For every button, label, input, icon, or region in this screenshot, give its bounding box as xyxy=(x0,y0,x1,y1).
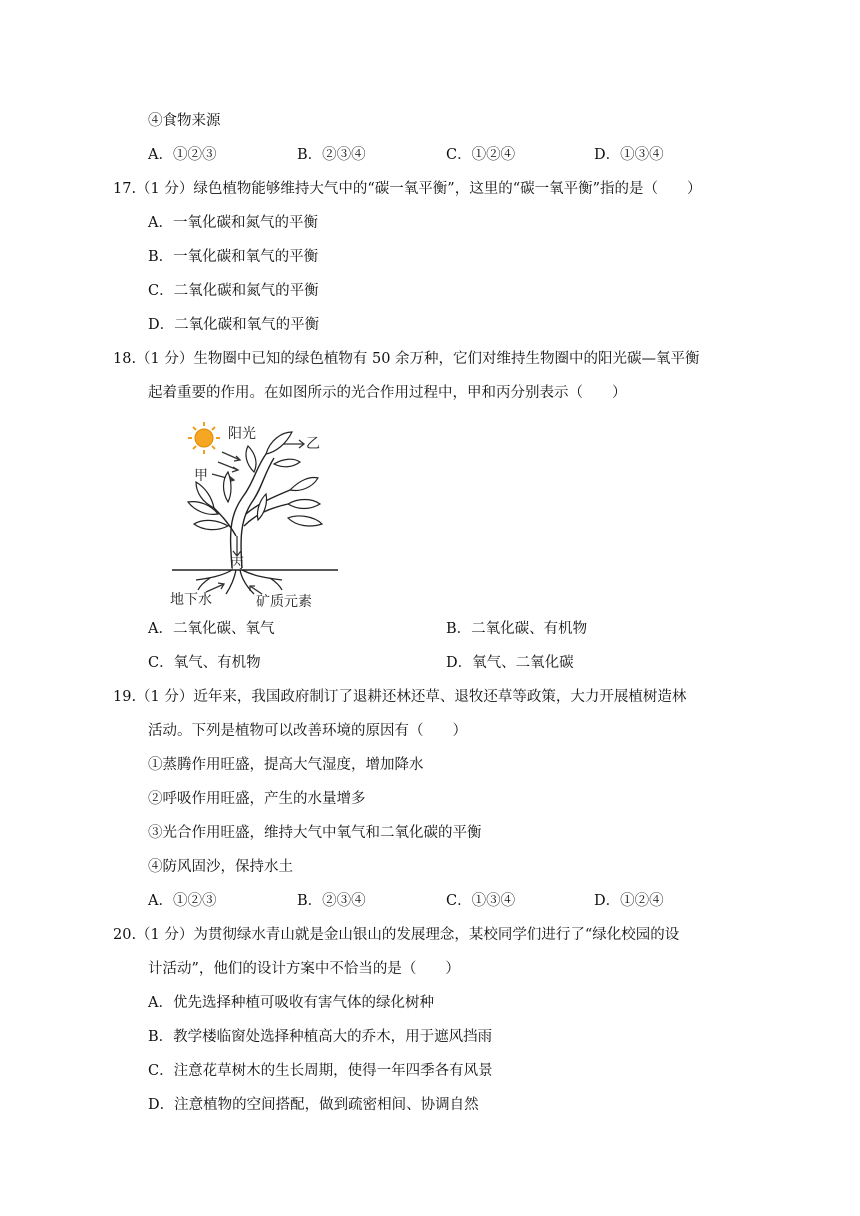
q16-option-c: C．①②④ xyxy=(446,147,516,163)
q18-option-d: D．氧气、二氧化碳 xyxy=(446,655,574,671)
q19-option-d: D．①②④ xyxy=(594,893,664,909)
q19-item-1: ①蒸腾作用旺盛，提高大气湿度，增加降水 xyxy=(148,757,424,773)
q18-stem-line2: 起着重要的作用。在如图所示的光合作用过程中，甲和丙分别表示（ ） xyxy=(148,385,627,401)
q19-option-a: A．①②③ xyxy=(148,893,217,909)
label-jia: 甲 xyxy=(194,468,208,484)
q18-option-c: C．氧气、有机物 xyxy=(148,655,261,671)
q17-option-d: D．二氧化碳和氧气的平衡 xyxy=(148,317,320,333)
plant-stem xyxy=(214,454,290,568)
q20-stem-line1: 20.（1 分）为贯彻绿水青山就是金山银山的发展理念，某校同学们进行了“绿化校园的设 xyxy=(113,927,680,943)
q18-option-b: B．二氧化碳、有机物 xyxy=(446,621,588,637)
q20-option-b: B．教学楼临窗处选择种植高大的乔木，用于遮风挡雨 xyxy=(148,1029,493,1045)
q19-item-3: ③光合作用旺盛，维持大气中氧气和二氧化碳的平衡 xyxy=(148,825,482,841)
label-yi: 乙 xyxy=(306,436,320,452)
q19-item-4: ④防风固沙，保持水土 xyxy=(148,859,293,875)
sun-icon xyxy=(188,422,220,454)
q17-option-b: B．一氧化碳和氧气的平衡 xyxy=(148,249,319,265)
q20-stem-line2: 计活动”，他们的设计方案中不恰当的是（ ） xyxy=(148,961,460,977)
q19-option-c: C．①③④ xyxy=(446,893,516,909)
minerals-label: 矿质元素 xyxy=(256,594,312,610)
q19-option-b: B．②③④ xyxy=(297,893,366,909)
q16-option-b: B．②③④ xyxy=(297,147,366,163)
sunlight-label: 阳光 xyxy=(228,426,256,442)
q17-option-c: C．二氧化碳和氮气的平衡 xyxy=(148,283,319,299)
photosynthesis-diagram xyxy=(170,418,340,610)
q16-item-4: ④食物来源 xyxy=(148,113,221,129)
q17-option-a: A．一氧化碳和氮气的平衡 xyxy=(148,215,318,231)
q18-option-a: A．二氧化碳、氧气 xyxy=(148,621,275,637)
q16-option-a: A．①②③ xyxy=(148,147,217,163)
plant-leaves xyxy=(188,432,322,530)
q20-option-d: D．注意植物的空间搭配，做到疏密相间、协调自然 xyxy=(148,1097,479,1113)
q19-item-2: ②呼吸作用旺盛，产生的水量增多 xyxy=(148,791,366,807)
q19-stem-line1: 19.（1 分）近年来，我国政府制订了退耕还林还草、退牧还草等政策，大力开展植树造林 xyxy=(113,689,687,705)
q20-option-a: A．优先选择种植可吸收有害气体的绿化树种 xyxy=(148,995,434,1011)
q16-option-d: D．①③④ xyxy=(594,147,664,163)
q18-stem-line1: 18.（1 分）生物圈中已知的绿色植物有 50 余万种，它们对维持生物圈中的阳光碳—氧平衡 xyxy=(113,351,700,367)
q17-stem: 17.（1 分）绿色植物能够维持大气中的“碳一氧平衡”，这里的“碳一氧平衡”指的是（ ） xyxy=(113,181,702,197)
q19-stem-line2: 活动。下列是植物可以改善环境的原因有（ ） xyxy=(148,723,467,739)
groundwater-label: 地下水 xyxy=(170,592,212,608)
label-bing: 丙 xyxy=(230,556,244,572)
q20-option-c: C．注意花草树木的生长周期，使得一年四季各有风景 xyxy=(148,1063,493,1079)
